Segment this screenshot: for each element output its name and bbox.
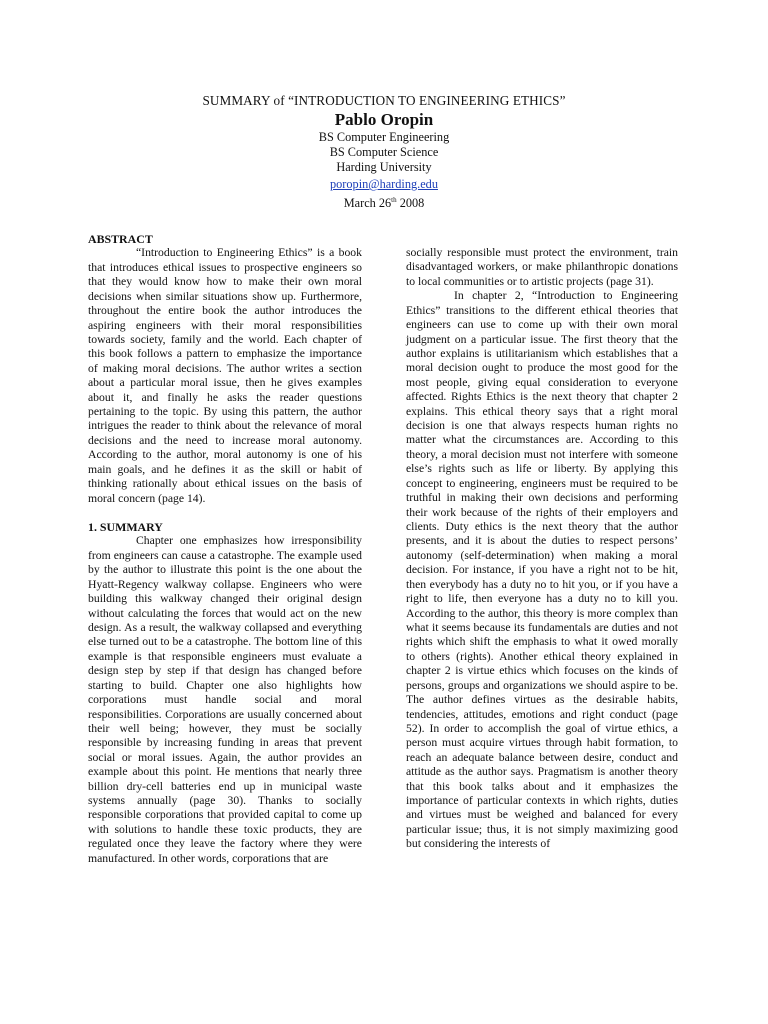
author-email-link[interactable]: poropin@harding.edu [330,177,438,191]
affiliation-computer-science: BS Computer Science [329,145,439,159]
affiliation-computer-engineering: BS Computer Engineering [318,130,450,144]
university-name: Harding University [336,160,432,174]
right-column [406,246,678,852]
paper-header [0,93,768,211]
date-month-day: March 26 [343,196,392,210]
paper-title: SUMMARY of “INTRODUCTION TO ENGINEERING ETHICS” [202,93,566,108]
summary-paragraph-chapter-one-continued: socially responsible must protect the environment, train disadvantaged workers, or make philanthropic donations to local communities or to artistic projects (page 31). [406,246,678,288]
abstract-text: “Introduction to Engineering Ethics” is a book that introduces ethical issues to prospective engineers so that they would know how to make their own moral decisions when similar situations show up. Furthermore, throughout the entire book the author introduces the aspiring engineers with their moral responsibilities towards society, family and the world. Each chapter of this book follows a pattern to emphasize the importance of making moral decisions. The author writes a section about a particular moral issue, then he gives examples about it, and finally he asks the reader questions pertaining to the topic. By using this pattern, the author intrigues the reader to think about the relevance of moral decisions and the need to increase moral autonomy. According to the author, moral autonomy is one of his main goals, and he defines it as the skill or habit of thinking rationally about ethical issues on the basis of moral concern (page 14). [88,246,362,505]
section-gap [88,506,362,520]
date-ordinal-suffix: th [391,196,397,204]
date-year: 2008 [396,196,425,210]
left-column [88,232,362,866]
publication-date [0,193,768,211]
abstract-heading: ABSTRACT [88,232,153,246]
summary-heading: 1. SUMMARY [88,520,163,535]
summary-paragraph-chapter-two: In chapter 2, “Introduction to Engineering Ethics” transitions to the different ethical theories that engineers can use to come up with their own moral judgment on a particular issue. The first theory that the author explains is utilitarianism which establishes that a moral decision ought to produce the most good for the most people, giving equal consideration to everyone affected. Rights Ethics is the next theory that chapter 2 explains. This ethical theory says that a right moral decision is one that always respects human rights no matter what the circumstances are. According to this theory, a moral decision must not interfere with someone else’s rights such as life or liberty. By applying this concept to engineering, engineers must be required to be truthful in making their own decisions and performing their work because of the rights of their employers and clients. Duty ethics is the next theory that the author presents, and it is about the duties to respect persons’ autonomy (self-determination) when making a moral decision. For instance, if you have a right not to be hit, then everybody has a duty no to hit you, or if you have a right to life, then everyone has a duty no to kill you. According to the author, this theory is more complex than what it seems because its fundamentals are duties and not rights which shift the emphasis to what it owed morally to others (rights). Another ethical theory explained in chapter 2 is virtue ethics which focuses on the kinds of persons, groups and organizations we should aspire to be. The author defines virtues as the desirable habits, tendencies, attitudes, emotions and right conduct (page 52). In order to accomplish the goal of virtue ethics, a person must acquire virtues through habit formation, to reach an adequate balance between desire, conduct and attitude as the author says. Pragmatism is another theory that this book talks about and it emphasizes the importance of particular contexts in which rights, duties and virtues must be weighed and balanced for every particular issue; thus, it is not simply maximizing good but considering the interests of [406,289,678,851]
author-name: Pablo Oropin [334,110,434,129]
summary-paragraph-chapter-one: Chapter one emphasizes how irresponsibility from engineers can cause a catastrophe. The example used by the author to illustrate this point is the one about the Hyatt-Regency walkway collapse. Engineers who were building this walkway changed their original design without calculating the forces that would act on the new design. As a result, the walkway collapsed and everything else turned out to be a catastrophe. The bottom line of this example is that responsible engineers must evaluate a design step by step if that design has changed before starting to build. Chapter one also highlights how corporations must handle social and moral responsibilities. Corporations are usually concerned about their well being; however, they must be socially responsible by increasing funding in areas that prevent social or moral issues. Again, the author provides an example about this point. He mentions that nearly three billion dry-cell batteries end up in municipal waste systems annually (page 30). Thanks to socially responsible corporations that provided capital to come up with solutions to handle these toxic products, they are regulated once they leave the factory where they were manufactured. In other words, corporations that are [88,534,362,865]
